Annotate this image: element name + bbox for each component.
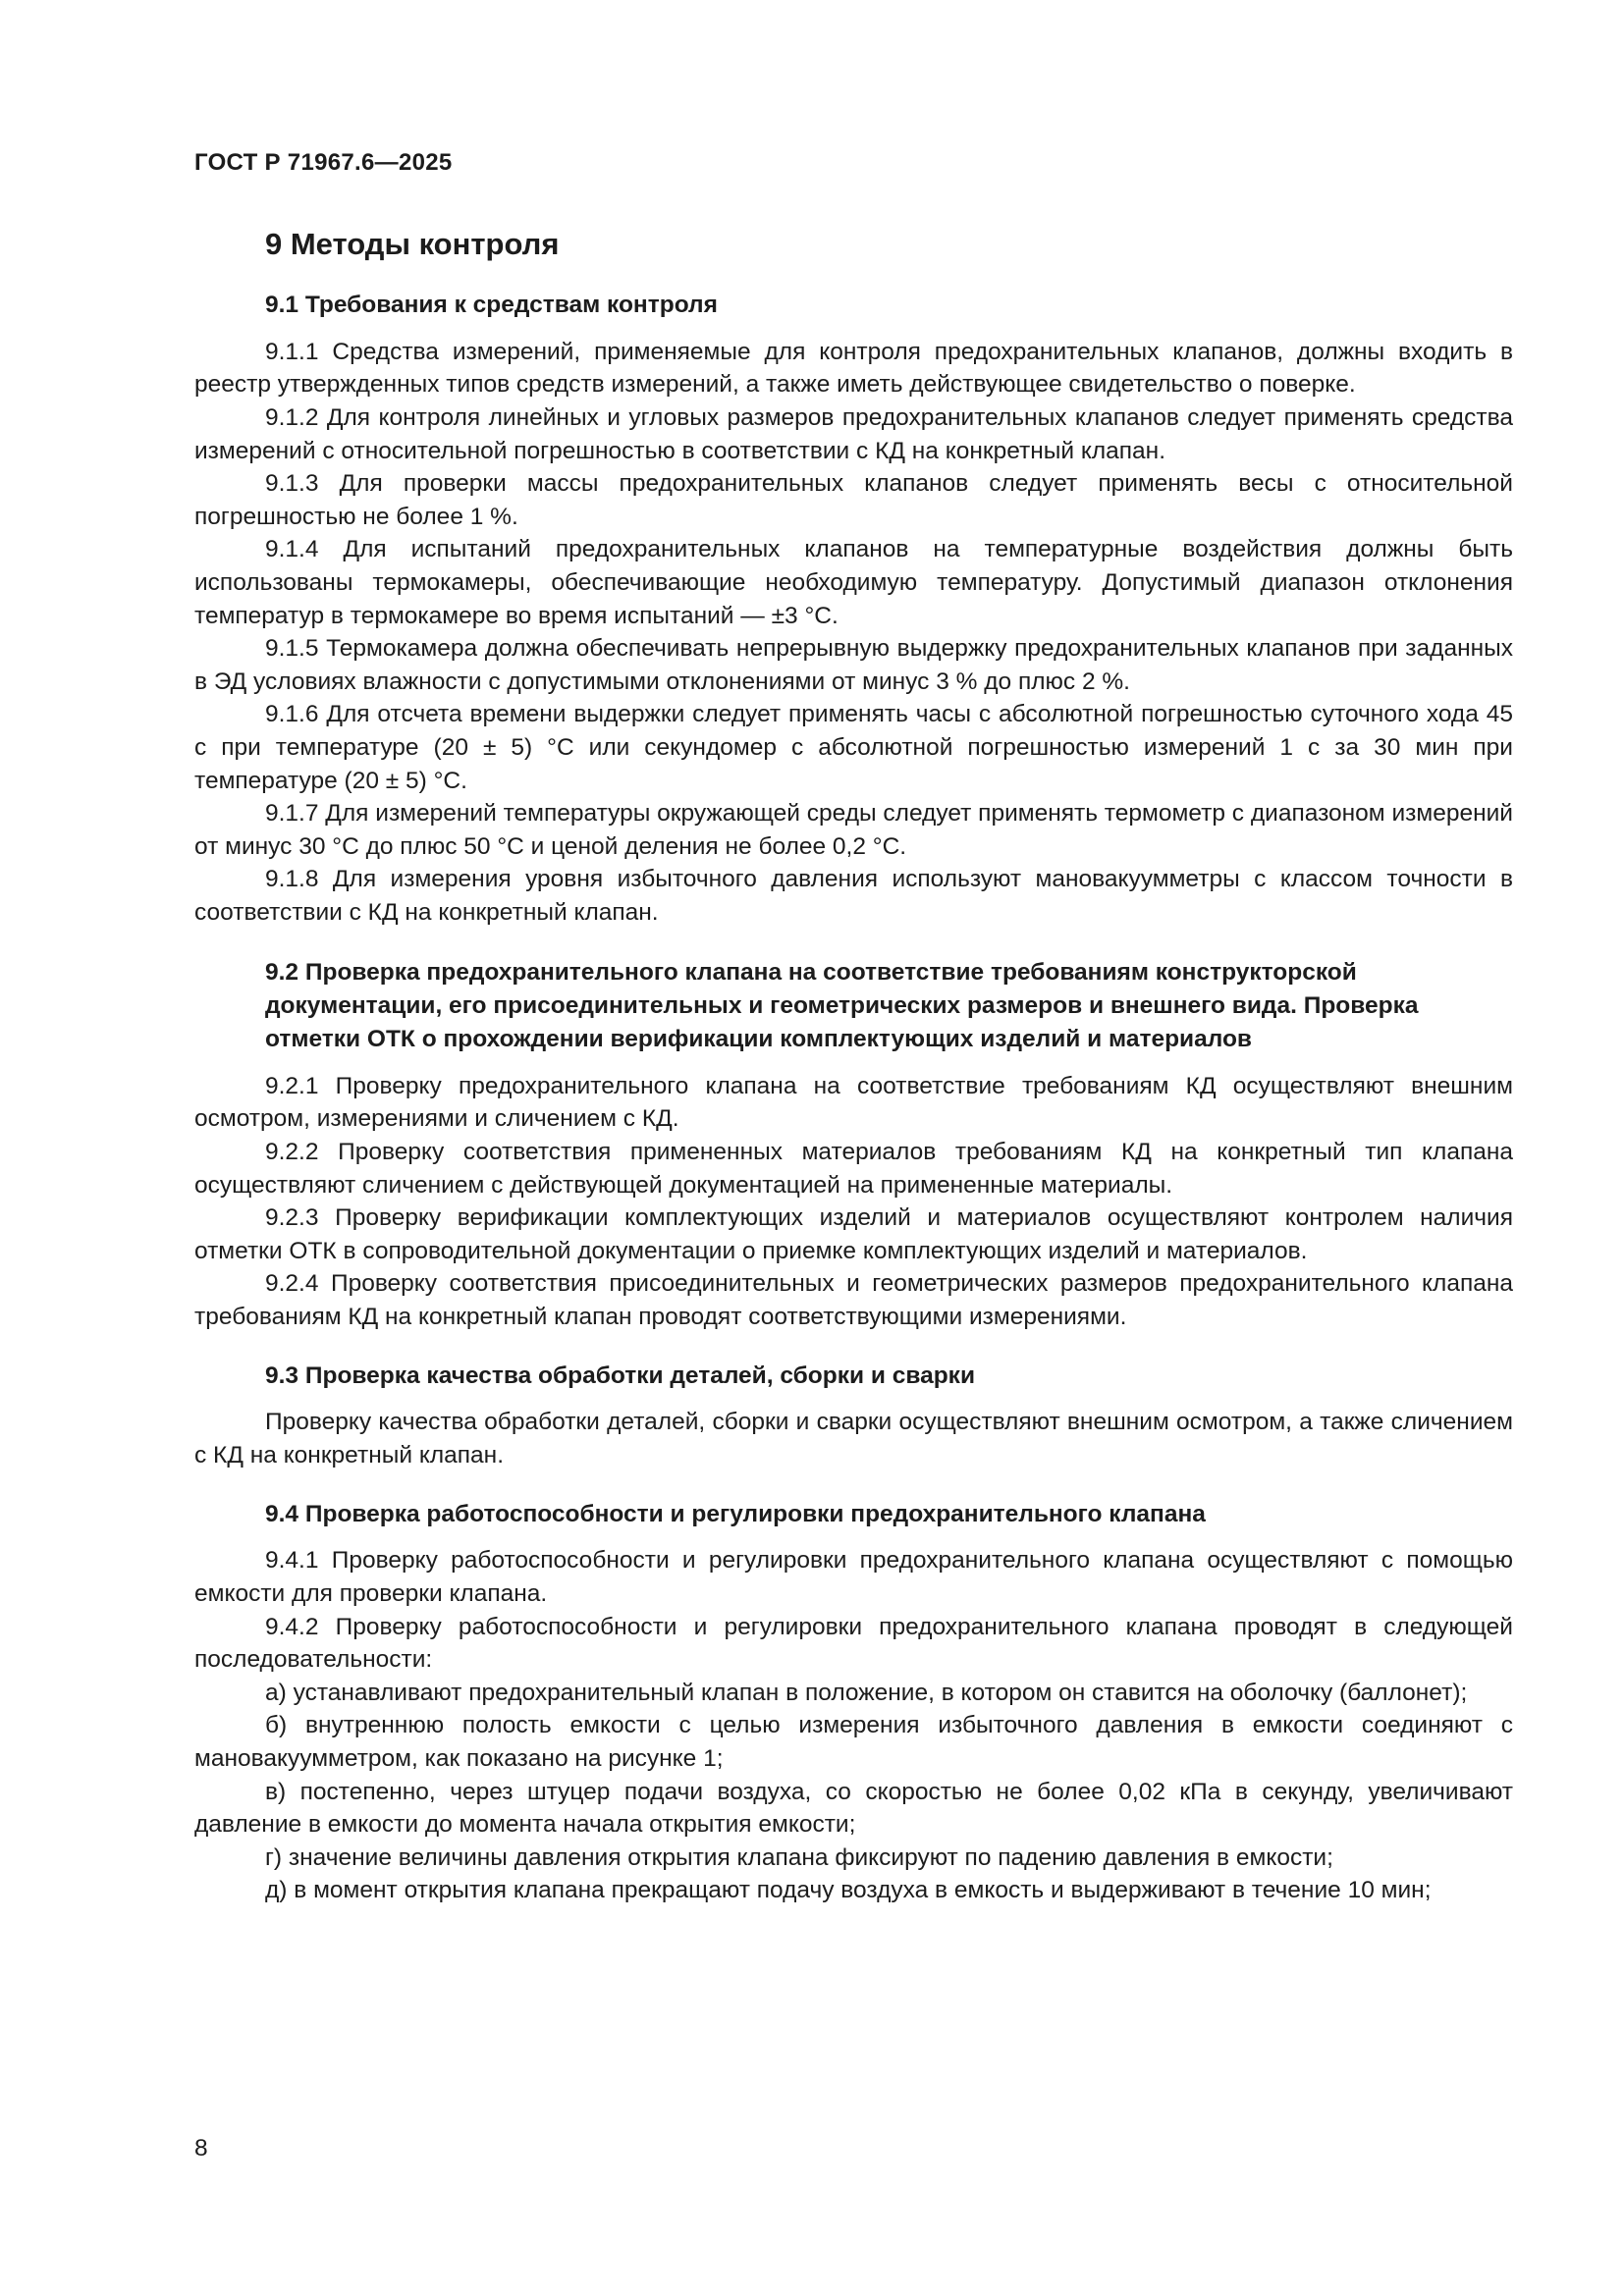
paragraph-9-1-5: 9.1.5 Термокамера должна обеспечивать непрерывную выдержку предохранительных клапанов при заданных в ЭД условиях влажности с допустимыми отклонениями от минус 3 % до плюс 2 %. (194, 635, 1513, 695)
paragraph-9-4-1: 9.4.1 Проверку работоспособности и регулировки предохранительного клапана осуществляют с помощью емкости для проверки клапана. (194, 1547, 1513, 1607)
paragraph-9-2-4: 9.2.4 Проверку соответствия присоединительных и геометрических размеров предохранительного клапана требованиям КД на конкретный клапан проводят соответствующими измерениями. (194, 1270, 1513, 1331)
list-item-b: б) внутреннюю полость емкости с целью измерения избыточного давления в емкости соединяют с мановакуумметром, как показано на рисунке 1; (194, 1712, 1513, 1772)
paragraph-9-2-2: 9.2.2 Проверку соответствия примененных материалов требованиям КД на конкретный тип клапана осуществляют сличением с действующей документацией на примененные материалы. (194, 1139, 1513, 1199)
subsection-title-9-4: 9.4 Проверка работоспособности и регулировки предохранительного клапана (265, 1500, 1206, 1527)
page-content (194, 222, 1513, 1907)
paragraph-9-1-8: 9.1.8 Для измерения уровня избыточного давления используют мановакуумметры с классом точности в соответствии с КД на конкретный клапан. (194, 866, 1513, 926)
list-item-v: в) постепенно, через штуцер подачи воздуха, со скоростью не более 0,02 кПа в секунду, увеличивают давление в емкости до момента начала открытия емкости; (194, 1778, 1513, 1839)
subsection-title-9-3: 9.3 Проверка качества обработки деталей, сборки и сварки (265, 1362, 976, 1389)
paragraph-9-3: Проверку качества обработки деталей, сборки и сварки осуществляют внешним осмотром, а также сличением с КД на конкретный клапан. (194, 1409, 1513, 1469)
list-item-g: г) значение величины давления открытия клапана фиксируют по падению давления в емкости; (265, 1843, 1333, 1871)
paragraph-9-2-3: 9.2.3 Проверку верификации комплектующих изделий и материалов осуществляют контролем наличия отметки ОТК в сопроводительной документации о приемке комплектующих изделий и материалов. (194, 1204, 1513, 1264)
page-number: 8 (194, 2135, 208, 2162)
paragraph-9-1-4: 9.1.4 Для испытаний предохранительных клапанов на температурные воздействия должны быть использованы термокамеры, обеспечивающие необходимую температуру. Допустимый диапазон отклонения температур в термокамере во время испытаний — ±3 °С. (194, 536, 1513, 629)
list-item-d: д) в момент открытия клапана прекращают подачу воздуха в емкость и выдерживают в течение 10 мин; (265, 1877, 1432, 1904)
paragraph-9-1-7: 9.1.7 Для измерений температуры окружающей среды следует применять термометр с диапазоном измерений от минус 30 °С до плюс 50 °С и ценой деления не более 0,2 °С. (194, 800, 1513, 860)
paragraph-9-1-2: 9.1.2 Для контроля линейных и угловых размеров предохранительных клапанов следует применять средства измерений с относительной погрешностью в соответствии с КД на конкретный клапан. (194, 403, 1513, 464)
paragraph-9-1-1: 9.1.1 Средства измерений, применяемые для контроля предохранительных клапанов, должны входить в реестр утвержденных типов средств измерений, а также иметь действующее свидетельство о поверке. (194, 338, 1513, 399)
subsection-title-9-2: 9.2 Проверка предохранительного клапана на соответствие требованиям конструкторской документации, его присоединительных и геометрических размеров и внешнего вида. Проверка отметки ОТК о прохождении верификации комплектующих изделий и материалов (265, 959, 1419, 1053)
paragraph-9-4-2: 9.4.2 Проверку работоспособности и регулировки предохранительного клапана проводят в следующей последовательности: (194, 1613, 1513, 1674)
paragraph-9-1-6: 9.1.6 Для отсчета времени выдержки следует применять часы с абсолютной погрешностью суточного хода 45 с при температуре (20 ± 5) °С или секундомер с абсолютной погрешностью измерений 1 с за 30 мин при температуре (20 ± 5) °С. (194, 701, 1513, 794)
list-item-a: а) устанавливают предохранительный клапан в положение, в котором он ставится на оболочку (баллонет); (265, 1679, 1468, 1706)
paragraph-9-2-1: 9.2.1 Проверку предохранительного клапана на соответствие требованиям КД осуществляют внешним осмотром, измерениями и сличением с КД. (194, 1072, 1513, 1133)
subsection-title-9-1: 9.1 Требования к средствам контроля (265, 292, 718, 318)
paragraph-9-1-3: 9.1.3 Для проверки массы предохранительных клапанов следует применять весы с относительной погрешностью не более 1 %. (194, 470, 1513, 530)
section-title: 9 Методы контроля (265, 227, 560, 261)
document-code-header: ГОСТ Р 71967.6—2025 (194, 149, 453, 176)
